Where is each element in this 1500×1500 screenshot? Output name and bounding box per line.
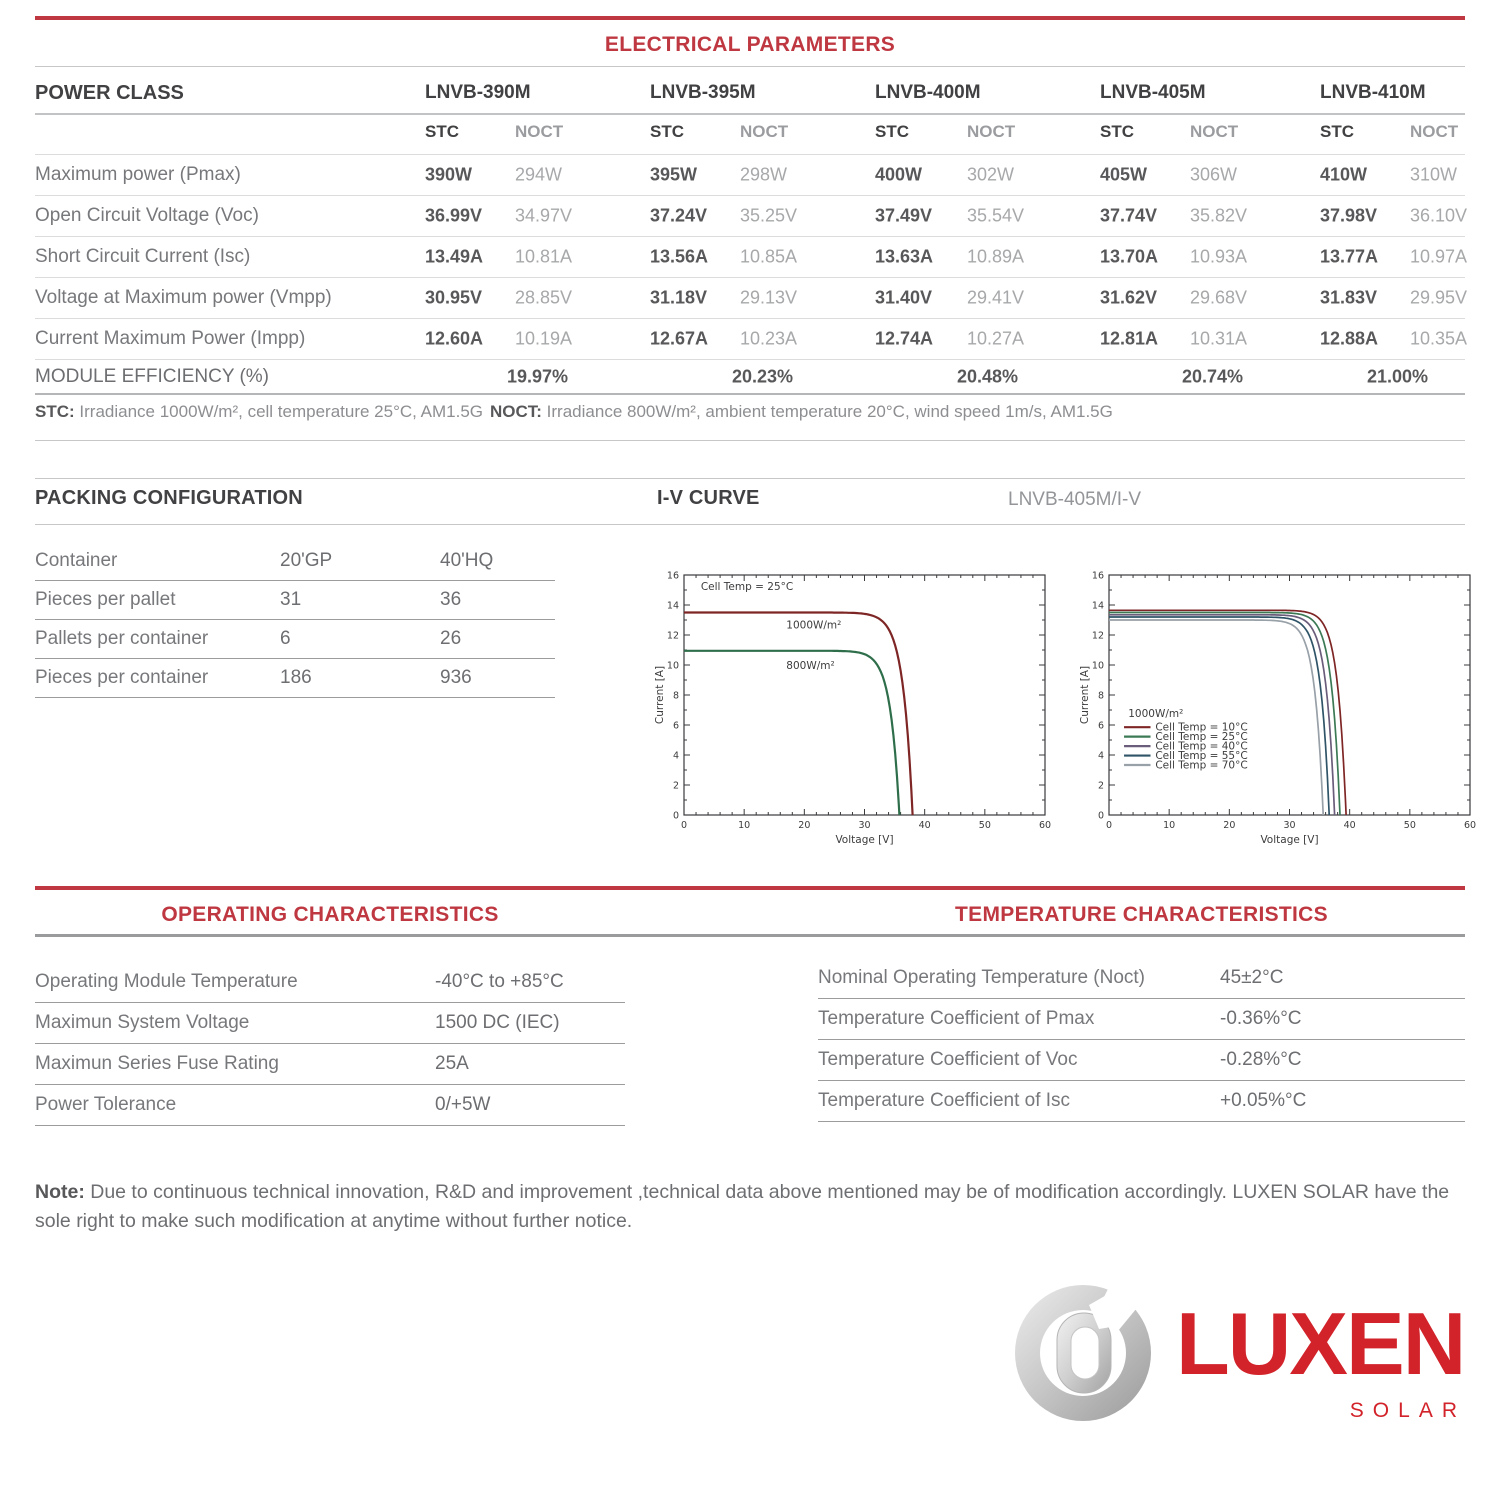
operating-characteristics-title: OPERATING CHARACTERISTICS (161, 903, 499, 926)
note-term: Note: (35, 1181, 85, 1203)
svg-text:12: 12 (1091, 630, 1104, 642)
packing-value: 31 (280, 589, 302, 610)
noct-footnote (490, 402, 1113, 422)
stc-noct-subheader-row (35, 122, 1465, 152)
row-label: Power Tolerance (35, 1094, 177, 1115)
row-value: +0.05%°C (1220, 1090, 1307, 1111)
noct-value: 35.25V (740, 205, 798, 226)
efficiency-value: 21.00% (1366, 366, 1429, 386)
subheader-noct: NOCT (967, 122, 1016, 141)
svg-text:Cell Temp = 70°C: Cell Temp = 70°C (1155, 759, 1248, 772)
stc-value: 12.81A (1100, 328, 1159, 349)
row-value: -0.28%°C (1220, 1049, 1302, 1070)
row-label: Temperature Coefficient of Voc (818, 1049, 1078, 1070)
row-label: Current Maximum Power (Impp) (35, 328, 306, 349)
stc-value: 12.60A (425, 328, 484, 349)
svg-text:10: 10 (1091, 660, 1104, 672)
row-label: Nominal Operating Temperature (Noct) (818, 967, 1146, 988)
row-value: -0.36%°C (1220, 1008, 1302, 1029)
stc-value: 395W (650, 164, 698, 185)
svg-text:8: 8 (672, 690, 679, 702)
packing-value: 186 (280, 667, 312, 688)
svg-text:0: 0 (672, 810, 679, 822)
noct-value: 10.93A (1190, 246, 1248, 267)
divider (35, 478, 1465, 479)
divider (35, 934, 1465, 937)
svg-text:6: 6 (1097, 720, 1104, 732)
operating-characteristics-table (35, 962, 625, 1126)
row-label: Maximum power (Pmax) (35, 164, 241, 185)
temperature-characteristics-table (818, 958, 1465, 1122)
efficiency-value: 20.74% (1181, 366, 1244, 386)
noct-footnote-text: Irradiance 800W/m², ambient temperature 20°C, wind speed 1m/s, AM1.5G (541, 402, 1113, 421)
subheader-stc: STC (650, 122, 684, 141)
row-label: Pallets per container (35, 628, 209, 649)
stc-value: 30.95V (425, 287, 483, 308)
temperature-row (818, 1081, 1465, 1122)
bottom-red-rule (35, 886, 1465, 890)
power-class-label: POWER CLASS (35, 82, 184, 104)
stc-value: 390W (425, 164, 473, 185)
noct-value: 10.19A (515, 328, 573, 349)
svg-text:1000W/m²: 1000W/m² (1128, 707, 1184, 720)
svg-text:Cell Temp = 10°C: Cell Temp = 10°C (1155, 721, 1248, 734)
operating-row (35, 1044, 625, 1085)
svg-text:16: 16 (1091, 570, 1104, 582)
row-value: 25A (435, 1053, 469, 1074)
subheader-noct: NOCT (1410, 122, 1459, 141)
stc-value: 13.49A (425, 246, 484, 267)
svg-text:4: 4 (1097, 750, 1104, 762)
noct-value: 10.23A (740, 328, 798, 349)
noct-value: 10.31A (1190, 328, 1248, 349)
noct-value: 298W (740, 164, 788, 185)
model-name: LNVB-405M (1100, 82, 1206, 103)
noct-value: 10.81A (515, 246, 573, 267)
packing-row (35, 620, 555, 659)
packing-configuration-title: PACKING CONFIGURATION (35, 487, 303, 509)
subheader-noct: NOCT (740, 122, 789, 141)
subheader-stc: STC (1100, 122, 1134, 141)
svg-text:14: 14 (666, 600, 679, 612)
test-condition-footnotes (35, 402, 1465, 432)
iv-curve-title: I-V CURVE (657, 487, 760, 509)
operating-row (35, 1003, 625, 1044)
row-label: Container (35, 550, 118, 571)
svg-text:50: 50 (978, 820, 991, 831)
svg-text:12: 12 (666, 630, 679, 642)
electrical-row (35, 155, 1465, 196)
row-label: Maximun System Voltage (35, 1012, 250, 1033)
row-label: Short Circuit Current (Isc) (35, 246, 251, 267)
svg-text:8: 8 (1097, 690, 1104, 702)
row-label: Maximun Series Fuse Rating (35, 1053, 279, 1074)
iv-curve-chart-cell-temperature (1078, 558, 1490, 850)
noct-value: 35.54V (967, 205, 1025, 226)
luxen-logo-emblem (1002, 1272, 1164, 1434)
svg-text:50: 50 (1403, 820, 1416, 831)
svg-text:40: 40 (1343, 820, 1356, 831)
row-label: Temperature Coefficient of Isc (818, 1090, 1071, 1111)
temperature-row (818, 999, 1465, 1040)
noct-value: 294W (515, 164, 563, 185)
operating-row (35, 1085, 625, 1126)
noct-value: 34.97V (515, 205, 573, 226)
divider (35, 66, 1465, 67)
stc-value: 12.88A (1320, 328, 1379, 349)
svg-text:800W/m²: 800W/m² (786, 659, 835, 672)
subheader-stc: STC (875, 122, 909, 141)
svg-text:14: 14 (1091, 600, 1104, 612)
stc-footnote-text: Irradiance 1000W/m², cell temperature 25°C, AM1.5G (74, 402, 484, 421)
stc-value: 13.63A (875, 246, 934, 267)
stc-value: 31.40V (875, 287, 933, 308)
svg-text:2: 2 (1097, 780, 1104, 792)
svg-text:Cell Temp = 40°C: Cell Temp = 40°C (1155, 740, 1248, 753)
stc-value: 405W (1100, 164, 1148, 185)
noct-value: 35.82V (1190, 205, 1248, 226)
stc-value: 37.74V (1100, 205, 1158, 226)
svg-text:Cell Temp = 25°C: Cell Temp = 25°C (700, 581, 794, 593)
divider (35, 524, 1465, 525)
subheader-stc: STC (425, 122, 459, 141)
noct-value: 10.89A (967, 246, 1025, 267)
packing-value: 20'GP (280, 550, 333, 571)
temperature-row (818, 958, 1465, 999)
svg-text:30: 30 (1283, 820, 1296, 831)
electrical-table (35, 154, 1468, 360)
svg-text:Current [A]: Current [A] (654, 665, 666, 725)
packing-value: 26 (440, 628, 462, 649)
noct-value: 10.35A (1410, 328, 1468, 349)
module-efficiency-row (35, 360, 1465, 395)
packing-table (35, 542, 555, 698)
efficiency-value: 20.23% (731, 366, 794, 386)
row-value: 45±2°C (1220, 967, 1284, 988)
svg-text:40: 40 (918, 820, 931, 831)
svg-text:20: 20 (1223, 820, 1236, 831)
row-value: 0/+5W (435, 1094, 491, 1115)
iv-curve-model-reference: LNVB-405M/I-V (1008, 489, 1142, 510)
divider (35, 113, 1465, 115)
noct-value: 10.27A (967, 328, 1025, 349)
note-text: Due to continuous technical innovation, R&D and improvement ,technical data above mentioned may be of modification accordingly. LUXEN SOLAR have the sole right to make such modification at anytime without further notice. (35, 1181, 1450, 1232)
svg-text:60: 60 (1038, 820, 1052, 831)
svg-text:0: 0 (680, 820, 688, 831)
subheader-noct: NOCT (515, 122, 564, 141)
row-value: -40°C to +85°C (435, 971, 564, 992)
noct-value: 29.95V (1410, 287, 1468, 308)
row-label: Open Circuit Voltage (Voc) (35, 205, 259, 226)
noct-value: 310W (1410, 164, 1458, 185)
svg-text:60: 60 (1463, 820, 1477, 831)
stc-value: 37.98V (1320, 205, 1378, 226)
subheader-noct: NOCT (1190, 122, 1239, 141)
packing-value: 40'HQ (440, 550, 494, 571)
noct-value: 36.10V (1410, 205, 1468, 226)
stc-footnote (35, 402, 483, 422)
row-label: Voltage at Maximum power (Vmpp) (35, 287, 332, 308)
stc-value: 410W (1320, 164, 1368, 185)
model-name: LNVB-410M (1320, 82, 1426, 103)
electrical-row (35, 196, 1468, 237)
stc-value: 31.62V (1100, 287, 1158, 308)
noct-value: 29.41V (967, 287, 1025, 308)
svg-text:4: 4 (672, 750, 679, 762)
svg-text:1000W/m²: 1000W/m² (786, 619, 842, 632)
luxen-logo-wordmark: LUXEN (1176, 1294, 1465, 1393)
modification-note (35, 1178, 1465, 1236)
svg-text:10: 10 (738, 820, 751, 831)
svg-text:0: 0 (1097, 810, 1104, 822)
electrical-row (35, 319, 1468, 360)
electrical-row (35, 237, 1468, 278)
electrical-header-row (35, 82, 1465, 112)
stc-value: 37.24V (650, 205, 708, 226)
stc-value: 31.83V (1320, 287, 1378, 308)
svg-text:Cell Temp = 25°C: Cell Temp = 25°C (1155, 731, 1248, 744)
efficiency-value: 20.48% (956, 366, 1019, 386)
svg-text:10: 10 (666, 660, 679, 672)
model-name: LNVB-395M (650, 82, 756, 103)
packing-row (35, 542, 555, 581)
row-value: 1500 DC (IEC) (435, 1012, 560, 1033)
electrical-row (35, 278, 1468, 319)
model-name: LNVB-390M (425, 82, 531, 103)
packing-value: 6 (280, 628, 291, 649)
efficiency-value: 19.97% (506, 366, 569, 386)
row-label: Operating Module Temperature (35, 971, 298, 992)
noct-footnote-term: NOCT: (490, 402, 542, 421)
stc-value: 36.99V (425, 205, 483, 226)
svg-text:Cell Temp = 55°C: Cell Temp = 55°C (1155, 750, 1248, 763)
packing-row (35, 581, 555, 620)
iv-curve-chart-irradiance (653, 558, 1065, 850)
divider (35, 440, 1465, 441)
stc-value: 13.56A (650, 246, 709, 267)
noct-value: 302W (967, 164, 1015, 185)
subheader-stc: STC (1320, 122, 1354, 141)
packing-value: 936 (440, 667, 472, 688)
module-efficiency-label: MODULE EFFICIENCY (%) (35, 365, 270, 387)
stc-value: 13.70A (1100, 246, 1159, 267)
svg-text:6: 6 (672, 720, 679, 732)
svg-text:20: 20 (798, 820, 811, 831)
stc-value: 37.49V (875, 205, 933, 226)
top-red-rule (35, 16, 1465, 20)
noct-value: 29.68V (1190, 287, 1248, 308)
packing-value: 36 (440, 589, 462, 610)
svg-text:16: 16 (666, 570, 679, 582)
operating-row (35, 962, 625, 1003)
svg-text:10: 10 (1163, 820, 1176, 831)
stc-value: 400W (875, 164, 923, 185)
stc-value: 13.77A (1320, 246, 1379, 267)
packing-row (35, 659, 555, 698)
stc-value: 12.67A (650, 328, 709, 349)
svg-text:Current [A]: Current [A] (1079, 665, 1091, 725)
temperature-row (818, 1040, 1465, 1081)
noct-value: 10.85A (740, 246, 798, 267)
noct-value: 29.13V (740, 287, 798, 308)
svg-text:0: 0 (1105, 820, 1113, 831)
svg-text:2: 2 (672, 780, 679, 792)
row-label: Temperature Coefficient of Pmax (818, 1008, 1095, 1029)
noct-value: 306W (1190, 164, 1238, 185)
stc-footnote-term: STC: (35, 402, 75, 421)
noct-value: 28.85V (515, 287, 573, 308)
electrical-parameters-title: ELECTRICAL PARAMETERS (604, 33, 896, 56)
luxen-logo-solar-text: SOLAR (1349, 1399, 1466, 1422)
row-label: Pieces per container (35, 667, 209, 688)
noct-value: 10.97A (1410, 246, 1468, 267)
model-name: LNVB-400M (875, 82, 981, 103)
row-label: Pieces per pallet (35, 589, 176, 610)
svg-text:Voltage [V]: Voltage [V] (1260, 834, 1319, 846)
stc-value: 12.74A (875, 328, 934, 349)
stc-value: 31.18V (650, 287, 708, 308)
svg-text:30: 30 (858, 820, 871, 831)
temperature-characteristics-title: TEMPERATURE CHARACTERISTICS (955, 903, 1328, 926)
svg-text:Voltage [V]: Voltage [V] (835, 834, 894, 846)
